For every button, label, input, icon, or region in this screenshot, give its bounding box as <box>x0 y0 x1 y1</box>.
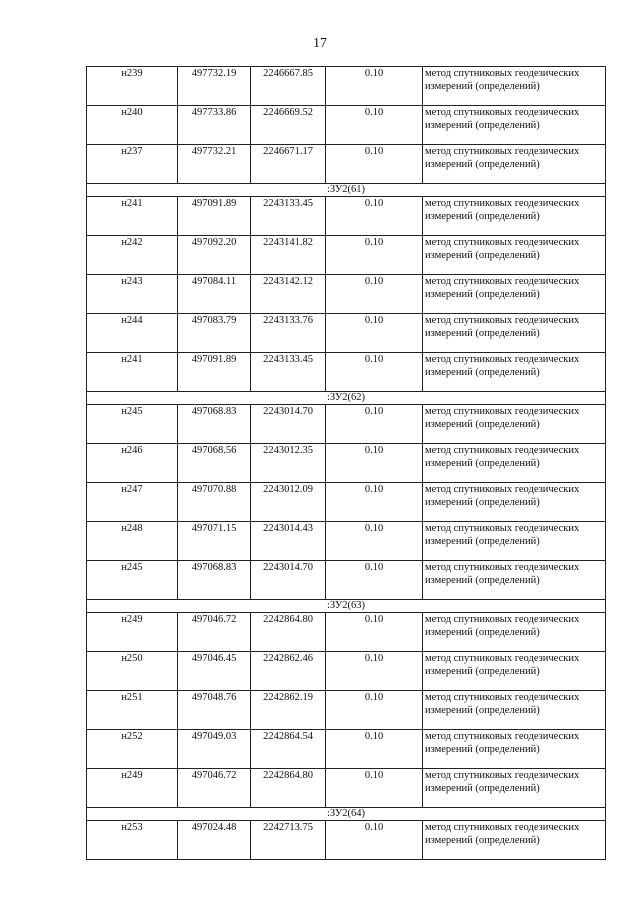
y-coordinate-cell: 2242713.75 <box>251 821 326 860</box>
y-coordinate-cell: 2242864.80 <box>251 613 326 652</box>
x-coordinate-cell: 497070.88 <box>178 483 251 522</box>
table-row <box>87 561 606 600</box>
accuracy-cell: 0.10 <box>326 405 423 444</box>
x-coordinate-cell: 497091.89 <box>178 197 251 236</box>
accuracy-cell: 0.10 <box>326 67 423 106</box>
x-coordinate-cell: 497084.11 <box>178 275 251 314</box>
y-coordinate-cell: 2243133.76 <box>251 314 326 353</box>
table-row <box>87 106 606 145</box>
accuracy-cell: 0.10 <box>326 145 423 184</box>
section-label: :ЗУ2(61) <box>87 184 606 197</box>
x-coordinate-cell: 497046.72 <box>178 769 251 808</box>
table-row <box>87 522 606 561</box>
page-number: 17 <box>313 36 327 51</box>
y-coordinate-cell: 2243014.70 <box>251 405 326 444</box>
section-header-row <box>87 600 606 613</box>
x-coordinate-cell: 497071.15 <box>178 522 251 561</box>
x-coordinate-cell: 497046.72 <box>178 613 251 652</box>
point-name-cell: н237 <box>87 145 178 184</box>
coordinates-table-body <box>87 67 606 860</box>
table-row <box>87 821 606 860</box>
x-coordinate-cell: 497024.48 <box>178 821 251 860</box>
point-name-cell: н252 <box>87 730 178 769</box>
y-coordinate-cell: 2243014.43 <box>251 522 326 561</box>
accuracy-cell: 0.10 <box>326 483 423 522</box>
point-name-cell: н247 <box>87 483 178 522</box>
x-coordinate-cell: 497049.03 <box>178 730 251 769</box>
table-row <box>87 769 606 808</box>
accuracy-cell: 0.10 <box>326 197 423 236</box>
y-coordinate-cell: 2242864.54 <box>251 730 326 769</box>
accuracy-cell: 0.10 <box>326 236 423 275</box>
point-name-cell: н251 <box>87 691 178 730</box>
method-cell: метод спутниковых геодезических измерений (определений) <box>423 483 606 522</box>
method-cell: метод спутниковых геодезических измерений (определений) <box>423 145 606 184</box>
y-coordinate-cell: 2243142.12 <box>251 275 326 314</box>
table-row <box>87 275 606 314</box>
x-coordinate-cell: 497068.56 <box>178 444 251 483</box>
table-row <box>87 691 606 730</box>
y-coordinate-cell: 2242862.46 <box>251 652 326 691</box>
x-coordinate-cell: 497048.76 <box>178 691 251 730</box>
accuracy-cell: 0.10 <box>326 444 423 483</box>
method-cell: метод спутниковых геодезических измерений (определений) <box>423 652 606 691</box>
accuracy-cell: 0.10 <box>326 106 423 145</box>
accuracy-cell: 0.10 <box>326 821 423 860</box>
point-name-cell: н244 <box>87 314 178 353</box>
method-cell: метод спутниковых геодезических измерений (определений) <box>423 106 606 145</box>
accuracy-cell: 0.10 <box>326 561 423 600</box>
method-cell: метод спутниковых геодезических измерений (определений) <box>423 314 606 353</box>
table-row <box>87 236 606 275</box>
method-cell: метод спутниковых геодезических измерений (определений) <box>423 821 606 860</box>
section-label: :ЗУ2(62) <box>87 392 606 405</box>
x-coordinate-cell: 497733.86 <box>178 106 251 145</box>
point-name-cell: н245 <box>87 405 178 444</box>
x-coordinate-cell: 497092.20 <box>178 236 251 275</box>
method-cell: метод спутниковых геодезических измерений (определений) <box>423 197 606 236</box>
x-coordinate-cell: 497732.21 <box>178 145 251 184</box>
accuracy-cell: 0.10 <box>326 769 423 808</box>
accuracy-cell: 0.10 <box>326 314 423 353</box>
table-row <box>87 730 606 769</box>
table-row <box>87 444 606 483</box>
point-name-cell: н241 <box>87 353 178 392</box>
method-cell: метод спутниковых геодезических измерений (определений) <box>423 691 606 730</box>
point-name-cell: н250 <box>87 652 178 691</box>
point-name-cell: н243 <box>87 275 178 314</box>
point-name-cell: н246 <box>87 444 178 483</box>
table-row <box>87 405 606 444</box>
accuracy-cell: 0.10 <box>326 652 423 691</box>
point-name-cell: н249 <box>87 769 178 808</box>
accuracy-cell: 0.10 <box>326 691 423 730</box>
table-row <box>87 483 606 522</box>
method-cell: метод спутниковых геодезических измерений (определений) <box>423 405 606 444</box>
x-coordinate-cell: 497083.79 <box>178 314 251 353</box>
accuracy-cell: 0.10 <box>326 613 423 652</box>
y-coordinate-cell: 2242864.80 <box>251 769 326 808</box>
accuracy-cell: 0.10 <box>326 522 423 561</box>
method-cell: метод спутниковых геодезических измерений (определений) <box>423 769 606 808</box>
point-name-cell: н253 <box>87 821 178 860</box>
y-coordinate-cell: 2243133.45 <box>251 197 326 236</box>
table-row <box>87 67 606 106</box>
table-row <box>87 613 606 652</box>
y-coordinate-cell: 2243012.09 <box>251 483 326 522</box>
x-coordinate-cell: 497068.83 <box>178 561 251 600</box>
x-coordinate-cell: 497091.89 <box>178 353 251 392</box>
y-coordinate-cell: 2243133.45 <box>251 353 326 392</box>
table-row <box>87 145 606 184</box>
accuracy-cell: 0.10 <box>326 730 423 769</box>
point-name-cell: н248 <box>87 522 178 561</box>
x-coordinate-cell: 497732.19 <box>178 67 251 106</box>
section-label: :ЗУ2(64) <box>87 808 606 821</box>
method-cell: метод спутниковых геодезических измерений (определений) <box>423 730 606 769</box>
point-name-cell: н245 <box>87 561 178 600</box>
method-cell: метод спутниковых геодезических измерений (определений) <box>423 444 606 483</box>
method-cell: метод спутниковых геодезических измерений (определений) <box>423 236 606 275</box>
accuracy-cell: 0.10 <box>326 275 423 314</box>
section-header-row <box>87 808 606 821</box>
method-cell: метод спутниковых геодезических измерений (определений) <box>423 275 606 314</box>
coordinates-table <box>86 66 606 860</box>
method-cell: метод спутниковых геодезических измерений (определений) <box>423 522 606 561</box>
section-header-row <box>87 184 606 197</box>
point-name-cell: н240 <box>87 106 178 145</box>
table-row <box>87 652 606 691</box>
point-name-cell: н249 <box>87 613 178 652</box>
table-row <box>87 197 606 236</box>
x-coordinate-cell: 497046.45 <box>178 652 251 691</box>
accuracy-cell: 0.10 <box>326 353 423 392</box>
method-cell: метод спутниковых геодезических измерений (определений) <box>423 613 606 652</box>
section-header-row <box>87 392 606 405</box>
y-coordinate-cell: 2242862.19 <box>251 691 326 730</box>
y-coordinate-cell: 2246671.17 <box>251 145 326 184</box>
section-label: :ЗУ2(63) <box>87 600 606 613</box>
x-coordinate-cell: 497068.83 <box>178 405 251 444</box>
y-coordinate-cell: 2246667.85 <box>251 67 326 106</box>
point-name-cell: н242 <box>87 236 178 275</box>
y-coordinate-cell: 2246669.52 <box>251 106 326 145</box>
method-cell: метод спутниковых геодезических измерений (определений) <box>423 561 606 600</box>
method-cell: метод спутниковых геодезических измерений (определений) <box>423 67 606 106</box>
y-coordinate-cell: 2243012.35 <box>251 444 326 483</box>
point-name-cell: н239 <box>87 67 178 106</box>
table-row <box>87 314 606 353</box>
point-name-cell: н241 <box>87 197 178 236</box>
y-coordinate-cell: 2243014.70 <box>251 561 326 600</box>
y-coordinate-cell: 2243141.82 <box>251 236 326 275</box>
table-row <box>87 353 606 392</box>
method-cell: метод спутниковых геодезических измерений (определений) <box>423 353 606 392</box>
